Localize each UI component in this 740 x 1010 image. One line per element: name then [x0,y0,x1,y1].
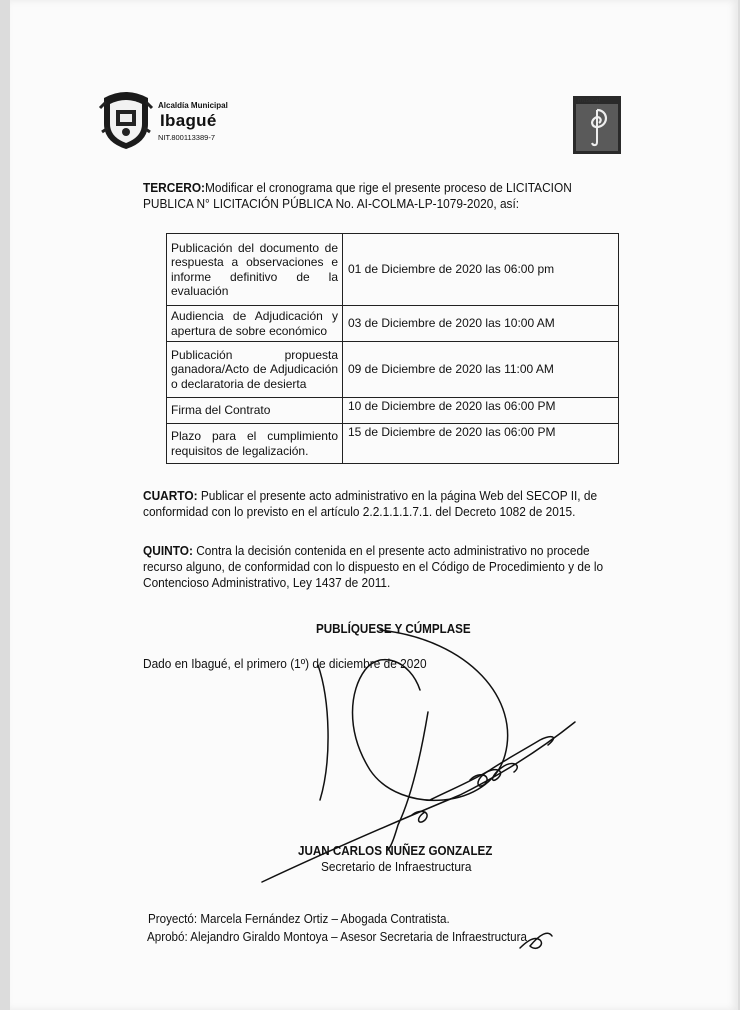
org-nit: NIT.800113389-7 [158,133,215,142]
municipal-seal-logo [98,88,154,150]
activity-cell: Publicación propuesta ganadora/Acto de Adjudicación o declaratoria de desierta [167,342,343,398]
schedule-table [166,233,619,464]
quinto-label: QUINTO: [143,544,193,558]
date-cell: 10 de Diciembre de 2020 las 06:00 PM [343,398,619,424]
table-row [167,342,619,398]
tercero-label: TERCERO: [143,181,206,195]
issue-date-line: Dado en Ibagué, el primero (1º) de diciembre de 2020 [143,657,427,671]
date-cell: 15 de Diciembre de 2020 las 06:00 PM [343,424,619,464]
quinto-paragraph [143,543,626,591]
org-line: Alcaldía Municipal [158,101,228,110]
table-row [167,424,619,464]
date-cell: 03 de Diciembre de 2020 las 10:00 AM [343,306,619,342]
activity-cell: Plazo para el cumplimiento requisitos de legalización. [167,424,343,464]
logo-caption: musical [578,97,601,104]
music-conservatory-logo [573,96,621,154]
cuarto-paragraph [143,488,618,520]
table-row [167,306,619,342]
quinto-text: Contra la decisión contenida en el presente acto administrativo no procede recurso alguno, de conformidad con lo dispuesto en el Código de Procedimiento y de lo Contencioso Administrativo, Ley 1437 de 2011. [143,544,604,590]
date-cell: 09 de Diciembre de 2020 las 11:00 AM [343,342,619,398]
table-row [167,234,619,306]
drafted-by-line: Proyectó: Marcela Fernández Ortiz – Abogada Contratista. [148,912,450,926]
approved-by-line: Aprobó: Alejandro Giraldo Montoya – Asesor Secretaria de Infraestructura [147,930,527,944]
activity-cell: Firma del Contrato [167,398,343,424]
activity-cell: Publicación del documento de respuesta a observaciones e informe definitivo de la evaluación [167,234,343,306]
closing-formula: PUBLÍQUESE Y CÚMPLASE [316,622,471,636]
cuarto-label: CUARTO: [143,489,198,503]
org-name: Ibagué [160,111,217,130]
tercero-paragraph [143,180,609,212]
signer-role: Secretario de Infraestructura [321,860,472,874]
cuarto-text: Publicar el presente acto administrativo en la página Web del SECOP II, de conformidad con lo previsto en el artículo 2.2.1.1.1.7.1. del Decreto 1082 de 2015. [143,489,598,519]
tercero-text: Modificar el cronograma que rige el presente proceso de LICITACION PUBLICA N° LICITACIÓN PÚBLICA No. AI-COLMA-LP-1079-2020, así: [143,181,572,211]
signer-name: JUAN CARLOS NUÑEZ GONZALEZ [298,844,493,858]
activity-cell: Audiencia de Adjudicación y apertura de sobre económico [167,306,343,342]
table-row [167,398,619,424]
date-cell: 01 de Diciembre de 2020 las 06:00 pm [343,234,619,306]
